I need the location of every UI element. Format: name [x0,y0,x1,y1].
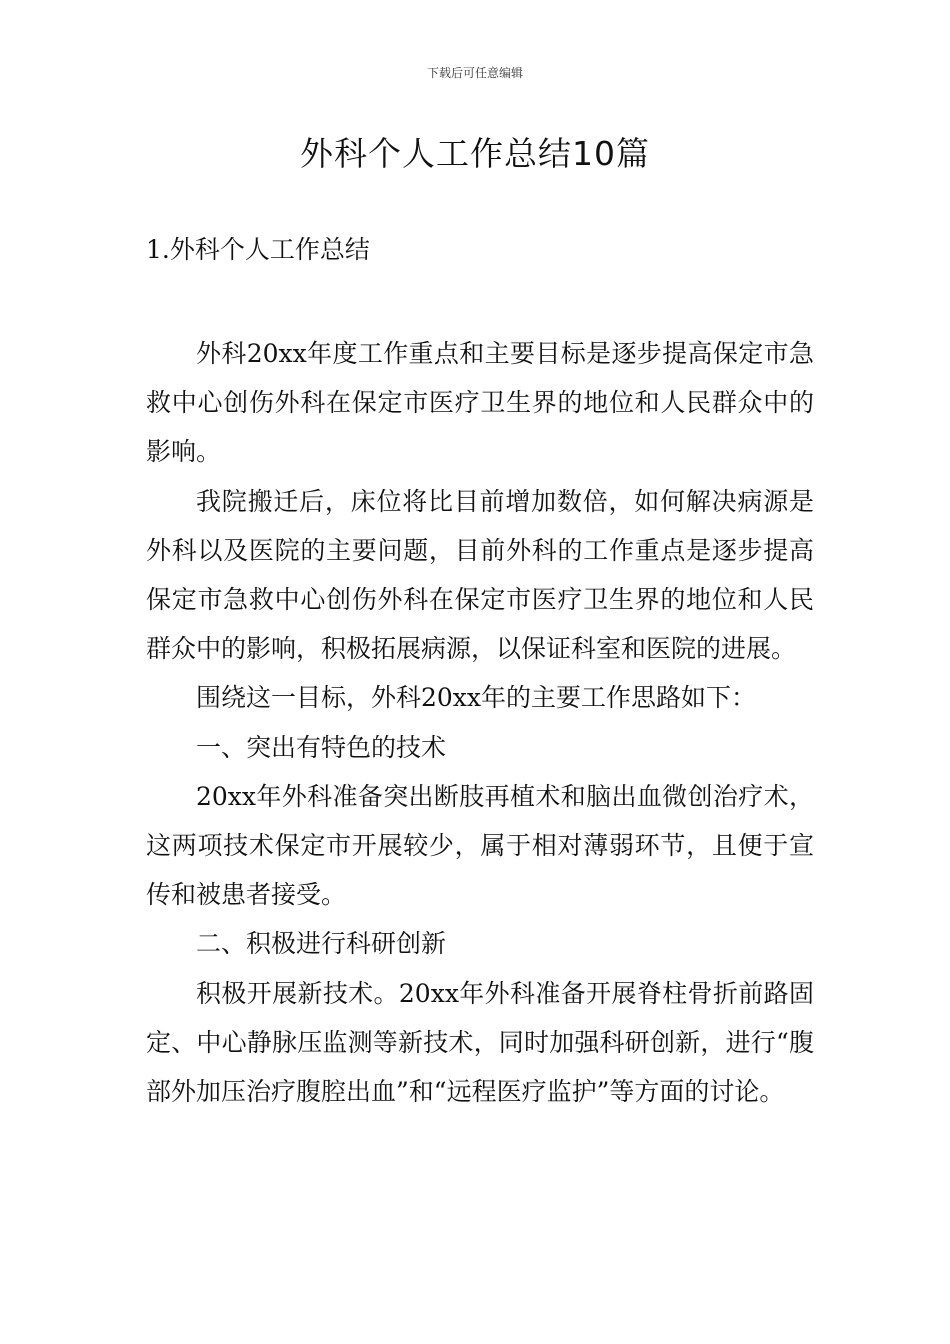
paragraph: 我院搬迁后，床位将比目前增加数倍，如何解决病源是外科以及医院的主要问题，目前外科的工作重点是逐步提高保定市急救中心创伤外科在保定市医疗卫生界的地位和人民群众中的影响，积极拓展病源，以保证科室和医院的进展。 [146,486,814,664]
paragraph: 围绕这一目标，外科20xx年的主要工作思路如下： [196,683,757,713]
document-body [146,329,814,1116]
paragraph: 积极开展新技术。20xx年外科准备开展脊柱骨折前路固定、中心静脉压监测等新技术，同时加强科研创新，进行“腹部外加压治疗腹腔出血”和“远程医疗监护”等方面的讨论。 [146,978,814,1107]
section-heading: 1.外科个人工作总结 [146,235,370,264]
subheading: 二、积极进行科研创新 [196,929,447,959]
header-note: 下载后可任意编辑 [426,66,523,80]
paragraph: 外科20xx年度工作重点和主要目标是逐步提高保定市急救中心创伤外科在保定市医疗卫生界的地位和人民群众中的影响。 [146,339,814,467]
subheading: 一、突出有特色的技术 [196,732,447,762]
paragraph: 20xx年外科准备突出断肢再植术和脑出血微创治疗术，这两项技术保定市开展较少，属于相对薄弱环节，且便于宣传和被患者接受。 [146,781,814,910]
document-title: 外科个人工作总结10篇 [300,134,650,173]
